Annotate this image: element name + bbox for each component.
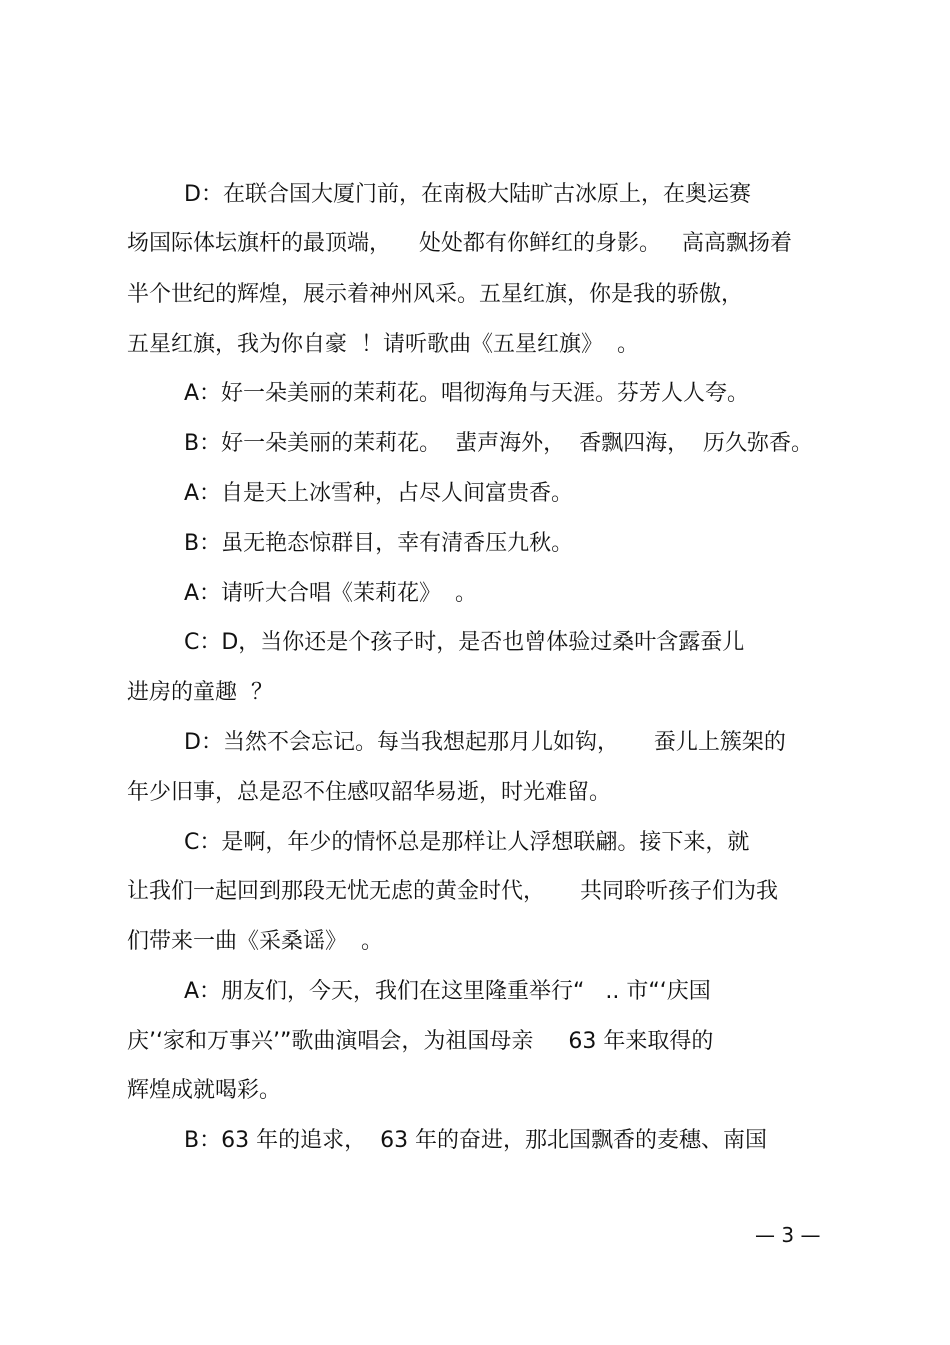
text-line: A：请听大合唱《茉莉花》 。 [184, 581, 478, 606]
text-line: 们带来一曲《采桑谣》 。 [127, 929, 383, 954]
text-line: 庆’‘家和万事兴’”歌曲演唱会，为祖国母亲 63 年来取得的 [127, 1029, 714, 1054]
text-line: 进房的童趣 ？ [127, 680, 273, 705]
text-line: A：好一朵美丽的茉莉花。唱彻海角与天涯。芬芳人人夸。 [184, 381, 750, 406]
text-line: B：63 年的追求， 63 年的奋进，那北国飘香的麦穗、南国 [184, 1128, 768, 1153]
text-line: 让我们一起回到那段无忧无虑的黄金时代， 共同聆听孩子们为我 [127, 879, 778, 904]
text-line: A：朋友们，今天，我们在这里隆重举行“ .. 市“‘庆国 [184, 979, 711, 1004]
text-line: B：好一朵美丽的茉莉花。 蜚声海外， 香飘四海， 历久弥香。 [184, 431, 814, 456]
text-line: C：D，当你还是个孩子时，是否也曾体验过桑叶含露蚕儿 [184, 630, 745, 655]
text-line: A：自是天上冰雪种，占尽人间富贵香。 [184, 481, 574, 506]
text-line: 半个世纪的辉煌，展示着神州风采。五星红旗，你是我的骄傲， [127, 282, 744, 307]
text-line: 辉煌成就喝彩。 [127, 1078, 282, 1103]
text-line: 年少旧事，总是忍不住感叹韶华易逝，时光难留。 [127, 780, 612, 805]
text-line: 五星红旗，我为你自豪 ！请听歌曲《五星红旗》 。 [127, 332, 639, 357]
text-line: 场国际体坛旗杆的最顶端， 处处都有你鲜红的身影。 高高飘扬着 [127, 231, 792, 256]
page-number: — 3 — [755, 1223, 821, 1247]
text-line: D：在联合国大厦门前，在南极大陆旷古冰原上，在奥运赛 [184, 182, 751, 207]
text-line: C：是啊，年少的情怀总是那样让人浮想联翩。接下来，就 [184, 830, 750, 855]
text-line: D：当然不会忘记。每当我想起那月儿如钩， 蚕儿上簇架的 [184, 730, 786, 755]
text-line: B：虽无艳态惊群目，幸有清香压九秋。 [184, 531, 574, 556]
